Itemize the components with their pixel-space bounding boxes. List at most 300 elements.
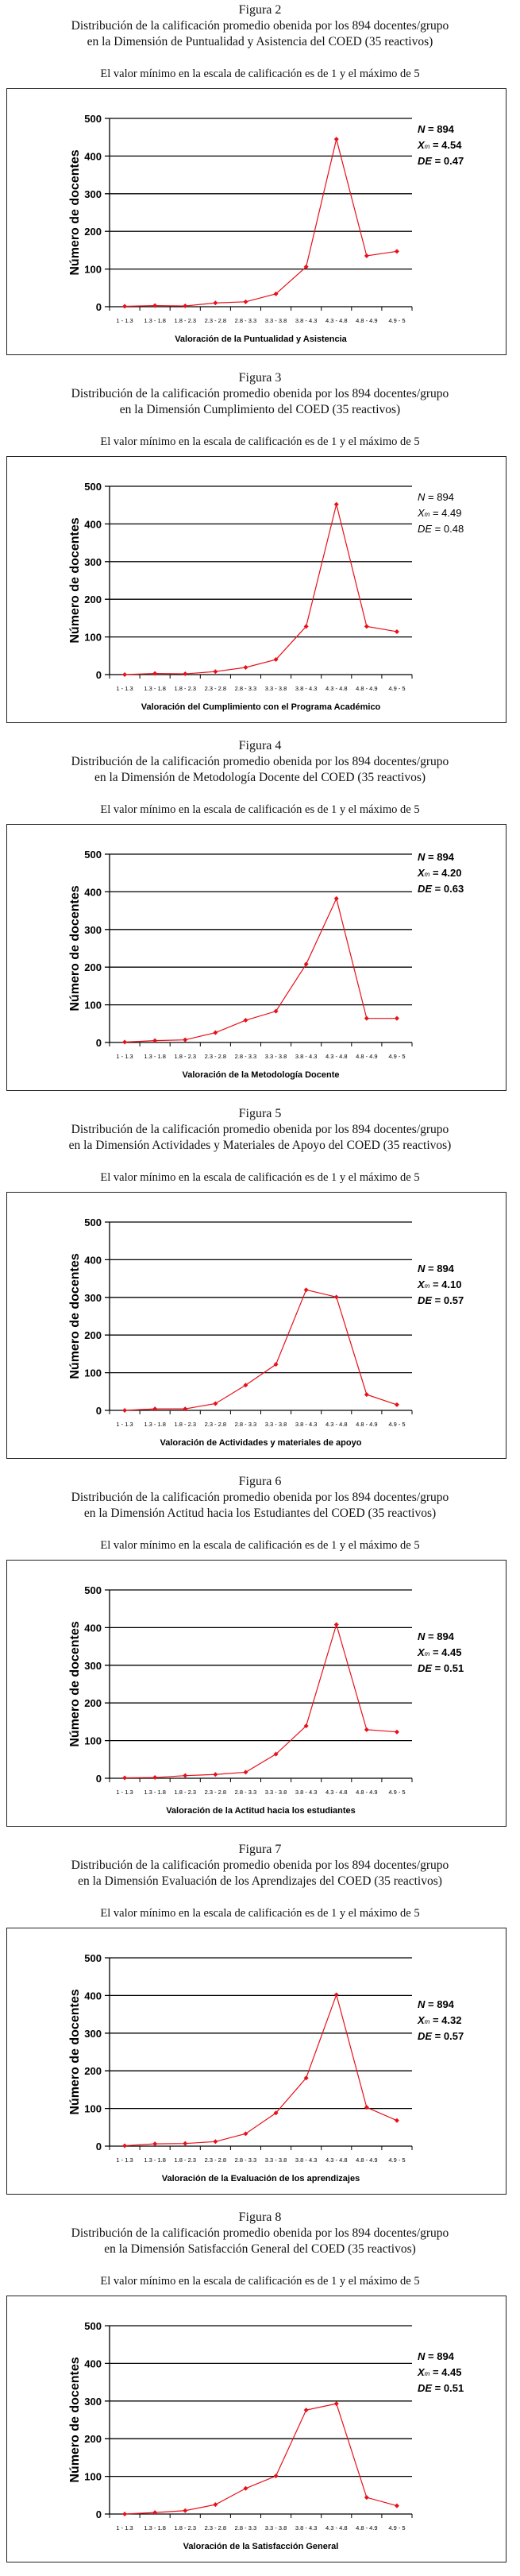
y-tick-label: 300 <box>84 188 102 200</box>
legend-mean-value: 4.49 <box>441 507 462 519</box>
x-tick-label: 2.3 - 2.8 <box>204 2156 227 2164</box>
data-point <box>334 502 339 507</box>
data-point <box>183 671 187 676</box>
legend-eq: = <box>429 1278 442 1290</box>
legend-eq: = <box>432 883 444 895</box>
x-tick-label: 4.9 - 5 <box>388 2524 406 2532</box>
stats-legend <box>417 491 464 535</box>
legend-n-value: 894 <box>437 123 454 135</box>
legend-eq: = <box>429 2014 442 2026</box>
figure-dimension: en la Dimensión de Puntualidad y Asistencia del COED (35 reactivos) <box>87 35 433 48</box>
figure-title: Distribución de la calificación promedio obenida por los 894 docentes/grupo <box>71 19 449 33</box>
y-axis-title: Número de docentes <box>68 1621 82 1747</box>
data-point <box>334 137 339 141</box>
legend-mean-label: X <box>418 2014 425 2026</box>
x-tick-label: 1.3 - 1.8 <box>144 2524 166 2532</box>
chart-frame <box>6 824 507 1091</box>
series-line <box>125 899 397 1042</box>
legend-n-label: N <box>418 1630 426 1642</box>
data-point <box>334 1623 339 1627</box>
legend-n-label: N <box>418 851 426 863</box>
x-tick-label: 4.8 - 4.9 <box>356 2156 378 2164</box>
legend-mean <box>417 139 462 151</box>
legend-sd-label: DE <box>418 155 433 167</box>
figure-title: Distribución de la calificación promedio obenida por los 894 docentes/grupo <box>71 2226 449 2240</box>
data-point <box>122 1776 127 1781</box>
x-tick-label: 3.8 - 4.3 <box>295 317 318 324</box>
figure-section <box>0 1104 520 1472</box>
legend-mean-sub: m <box>424 1650 430 1657</box>
series-line <box>125 505 397 675</box>
legend-mean-value: 4.32 <box>441 2014 462 2026</box>
y-tick-label: 0 <box>95 1037 102 1049</box>
x-tick-label: 2.8 - 3.3 <box>234 1053 257 1060</box>
x-tick-label: 2.3 - 2.8 <box>204 1421 227 1428</box>
data-point <box>304 961 309 966</box>
y-tick-label: 0 <box>95 669 102 681</box>
x-tick-label: 4.9 - 5 <box>388 685 406 692</box>
x-tick-label: 1 - 1.3 <box>116 685 133 692</box>
y-axis-title: Número de docentes <box>68 1989 82 2115</box>
legend-eq: = <box>432 155 444 167</box>
scale-note: El valor mínimo en la escala de calificación es de 1 y el máximo de 5 <box>100 803 420 816</box>
x-tick-label: 2.3 - 2.8 <box>204 2524 227 2532</box>
legend-sd <box>418 1662 464 1674</box>
line-chart <box>7 457 506 722</box>
chart-frame <box>6 456 507 723</box>
data-point <box>213 1031 218 1035</box>
series-line <box>125 1290 397 1410</box>
y-tick-label: 500 <box>84 2320 102 2332</box>
data-point <box>243 1018 248 1023</box>
legend-mean <box>417 507 461 519</box>
legend-mean-sub: m <box>424 1282 430 1290</box>
legend-eq: = <box>429 1646 442 1658</box>
legend-eq: = <box>432 1662 444 1674</box>
data-point <box>395 629 399 634</box>
x-axis-title: Valoración de la Metodología Docente <box>182 1070 340 1080</box>
x-tick-label: 4.3 - 4.8 <box>325 2524 348 2532</box>
figure-title: Distribución de la calificación promedio obenida por los 894 docentes/grupo <box>71 1859 449 1872</box>
legend-sd-label: DE <box>418 2030 433 2042</box>
series-line <box>125 139 397 306</box>
scale-note: El valor mínimo en la escala de calificación es de 1 y el máximo de 5 <box>100 2275 420 2288</box>
y-tick-label: 400 <box>84 150 102 163</box>
series-line <box>125 1994 397 2145</box>
y-tick-label: 200 <box>84 226 102 238</box>
y-axis-title: Número de docentes <box>68 885 82 1011</box>
legend-mean <box>417 2014 461 2026</box>
legend-sd-label: DE <box>418 2382 433 2394</box>
x-tick-label: 1.8 - 2.3 <box>174 1789 197 1796</box>
data-point <box>274 2474 279 2478</box>
x-tick-label: 1.3 - 1.8 <box>144 1053 166 1060</box>
y-tick-label: 0 <box>95 301 102 313</box>
y-tick-label: 500 <box>84 1584 102 1596</box>
data-point <box>395 1730 399 1735</box>
y-tick-label: 300 <box>84 1659 102 1672</box>
figure-dimension: en la Dimensión Actitud hacia los Estudiantes del COED (35 reactivos) <box>83 1507 437 1520</box>
data-point <box>152 304 157 308</box>
x-tick-label: 4.3 - 4.8 <box>325 1421 348 1428</box>
figure-title: Distribución de la calificación promedio obenida por los 894 docentes/grupo <box>71 1123 449 1136</box>
legend-sd-value: 0.47 <box>443 155 464 167</box>
figure-number: Figura 8 <box>238 2210 282 2224</box>
legend-sd-label: DE <box>418 1662 433 1674</box>
x-tick-label: 3.8 - 4.3 <box>295 2524 318 2532</box>
x-tick-label: 2.3 - 2.8 <box>204 317 227 324</box>
legend-mean-label: X <box>418 507 425 519</box>
data-point <box>183 2508 187 2513</box>
stats-legend <box>417 1263 464 1306</box>
x-axis-title: Valoración de Actividades y materiales de apoyo <box>160 1438 362 1448</box>
x-tick-label: 3.8 - 4.3 <box>295 2156 318 2164</box>
y-tick-label: 400 <box>84 1622 102 1634</box>
x-tick-label: 3.8 - 4.3 <box>295 685 318 692</box>
legend-sd-value: 0.57 <box>443 2030 464 2042</box>
figure-section <box>0 2207 520 2575</box>
data-point <box>364 253 369 258</box>
legend-sd-value: 0.57 <box>443 1294 464 1306</box>
data-point <box>122 304 127 309</box>
x-tick-label: 4.3 - 4.8 <box>325 1053 348 1060</box>
data-point <box>183 1773 187 1778</box>
chart-frame <box>6 1192 507 1459</box>
data-point <box>364 2495 369 2500</box>
x-tick-label: 1.8 - 2.3 <box>174 1421 197 1428</box>
y-tick-label: 200 <box>84 2433 102 2446</box>
legend-mean-sub: m <box>424 143 430 150</box>
legend-mean-sub: m <box>424 511 430 518</box>
legend-sd <box>418 883 464 895</box>
x-tick-label: 1.8 - 2.3 <box>174 2524 197 2532</box>
legend-mean-value: 4.54 <box>441 139 462 151</box>
figure-number: Figura 4 <box>238 739 282 752</box>
legend-eq: = <box>429 139 442 151</box>
legend-eq: = <box>432 2382 444 2394</box>
legend-sd-value: 0.63 <box>443 883 464 895</box>
x-tick-label: 1 - 1.3 <box>116 2524 133 2532</box>
legend-n <box>418 1263 455 1274</box>
data-point <box>364 1392 369 1397</box>
chart-frame <box>6 1560 507 1827</box>
x-tick-label: 4.9 - 5 <box>388 1421 406 1428</box>
y-tick-label: 400 <box>84 518 102 531</box>
x-tick-label: 3.3 - 3.8 <box>264 2156 287 2164</box>
data-point <box>334 2401 339 2406</box>
x-tick-label: 2.8 - 3.3 <box>234 2156 257 2164</box>
data-point <box>364 624 369 629</box>
x-tick-label: 4.8 - 4.9 <box>356 685 378 692</box>
legend-mean-sub: m <box>424 871 430 878</box>
x-tick-label: 4.3 - 4.8 <box>325 1789 348 1796</box>
scale-note: El valor mínimo en la escala de calificación es de 1 y el máximo de 5 <box>100 435 420 448</box>
line-chart <box>7 89 506 354</box>
figure-dimension: en la Dimensión Cumplimiento del COED (35 reactivos) <box>119 403 401 416</box>
figure-number: Figura 7 <box>238 1843 282 1856</box>
data-point <box>274 1009 279 1014</box>
data-point <box>152 671 157 676</box>
y-tick-label: 0 <box>95 1773 102 1785</box>
x-tick-label: 4.3 - 4.8 <box>325 685 348 692</box>
y-tick-label: 0 <box>95 1405 102 1417</box>
legend-eq: = <box>425 123 437 135</box>
y-tick-label: 100 <box>84 631 102 644</box>
x-tick-label: 2.3 - 2.8 <box>204 1053 227 1060</box>
x-tick-label: 1 - 1.3 <box>116 2156 133 2164</box>
legend-n-label: N <box>418 1263 426 1274</box>
legend-eq: = <box>432 1294 444 1306</box>
legend-n-label: N <box>418 2350 426 2362</box>
legend-eq: = <box>425 491 437 503</box>
data-point <box>213 300 218 305</box>
data-point <box>364 1016 369 1021</box>
x-tick-label: 3.8 - 4.3 <box>295 1789 318 1796</box>
stats-legend <box>417 2350 464 2394</box>
legend-sd-value: 0.48 <box>443 523 464 535</box>
x-tick-label: 4.8 - 4.9 <box>356 1789 378 1796</box>
x-tick-label: 3.3 - 3.8 <box>264 317 287 324</box>
figure-number: Figura 6 <box>238 1475 282 1488</box>
legend-sd <box>418 2030 464 2042</box>
legend-n-label: N <box>418 491 426 503</box>
legend-mean-value: 4.45 <box>441 2366 462 2378</box>
x-tick-label: 3.3 - 3.8 <box>264 685 287 692</box>
y-tick-label: 0 <box>95 2508 102 2520</box>
y-axis-title: Número de docentes <box>68 149 82 276</box>
x-axis-title: Valoración de la Evaluación de los aprendizajes <box>161 2174 360 2183</box>
data-point <box>183 2141 187 2146</box>
y-tick-label: 500 <box>84 1216 102 1228</box>
data-point <box>213 669 218 674</box>
data-point <box>395 1016 399 1021</box>
legend-n <box>418 2350 455 2362</box>
figure-section <box>0 736 520 1104</box>
data-point <box>213 2502 218 2507</box>
stats-legend <box>417 1998 464 2042</box>
data-point <box>243 2486 248 2491</box>
x-tick-label: 1.3 - 1.8 <box>144 317 166 324</box>
x-tick-label: 3.3 - 3.8 <box>264 2524 287 2532</box>
y-tick-label: 0 <box>95 2141 102 2152</box>
legend-eq: = <box>432 523 444 535</box>
legend-eq: = <box>425 2350 437 2362</box>
x-tick-label: 4.9 - 5 <box>388 1789 406 1796</box>
x-tick-label: 1.3 - 1.8 <box>144 685 166 692</box>
legend-sd <box>418 1294 464 1306</box>
figure-number: Figura 2 <box>238 3 282 17</box>
x-tick-label: 1 - 1.3 <box>116 1789 133 1796</box>
chart-frame <box>6 1928 507 2195</box>
y-tick-label: 200 <box>84 1697 102 1710</box>
scale-note: El valor mínimo en la escala de calificación es de 1 y el máximo de 5 <box>100 1907 420 1920</box>
y-tick-label: 300 <box>84 555 102 568</box>
x-tick-label: 4.9 - 5 <box>388 1053 406 1060</box>
legend-n <box>418 1998 455 2010</box>
y-tick-label: 300 <box>84 2395 102 2408</box>
legend-mean <box>417 867 461 879</box>
figure-section <box>0 1839 520 2207</box>
data-point <box>152 2141 157 2146</box>
y-tick-label: 300 <box>84 1291 102 1304</box>
y-tick-label: 400 <box>84 1254 102 1267</box>
y-tick-label: 200 <box>84 2065 102 2078</box>
legend-mean-sub: m <box>424 2018 430 2025</box>
y-axis-title: Número de docentes <box>68 517 82 644</box>
x-tick-label: 1.3 - 1.8 <box>144 1421 166 1428</box>
y-tick-label: 400 <box>84 1990 102 2002</box>
data-point <box>152 1775 157 1780</box>
legend-sd <box>418 2382 464 2394</box>
figure-number: Figura 5 <box>238 1107 282 1120</box>
x-tick-label: 2.8 - 3.3 <box>234 1421 257 1428</box>
x-tick-label: 1 - 1.3 <box>116 317 133 324</box>
x-tick-label: 1.8 - 2.3 <box>174 2156 197 2164</box>
x-tick-label: 1.8 - 2.3 <box>174 317 197 324</box>
y-tick-label: 500 <box>84 849 102 861</box>
x-tick-label: 3.3 - 3.8 <box>264 1053 287 1060</box>
figure-dimension: en la Dimensión Actividades y Materiales de Apoyo del COED (35 reactivos) <box>68 1139 452 1152</box>
legend-sd <box>418 523 464 535</box>
legend-mean-label: X <box>418 139 425 151</box>
figure-dimension: en la Dimensión Satisfacción General del COED (35 reactivos) <box>104 2242 416 2256</box>
y-tick-label: 100 <box>84 2470 102 2483</box>
figure-dimension: en la Dimensión Evaluación de los Aprendizajes del COED (35 reactivos) <box>78 1874 442 1888</box>
data-point <box>183 304 187 308</box>
x-tick-label: 2.8 - 3.3 <box>234 685 257 692</box>
legend-n-value: 894 <box>437 2350 454 2362</box>
legend-n-value: 894 <box>437 1998 454 2010</box>
legend-n-value: 894 <box>437 491 454 503</box>
line-chart <box>7 1561 506 1826</box>
legend-sd <box>418 155 464 167</box>
figure-title: Distribución de la calificación promedio obenida por los 894 docentes/grupo <box>71 755 449 768</box>
legend-mean-label: X <box>418 1646 425 1658</box>
line-chart <box>7 825 506 1090</box>
legend-n <box>418 491 454 503</box>
legend-sd-value: 0.51 <box>443 2382 464 2394</box>
legend-n <box>418 1630 455 1642</box>
chart-frame <box>6 88 507 355</box>
legend-mean-label: X <box>418 2366 425 2378</box>
y-tick-label: 100 <box>84 999 102 1011</box>
data-point <box>364 1727 369 1732</box>
series-line <box>125 1625 397 1778</box>
data-point <box>334 1294 339 1299</box>
y-tick-label: 200 <box>84 961 102 974</box>
legend-mean-value: 4.45 <box>441 1646 462 1658</box>
legend-sd-label: DE <box>418 523 433 535</box>
data-point <box>122 1040 127 1045</box>
x-tick-label: 4.3 - 4.8 <box>325 317 348 324</box>
x-tick-label: 4.8 - 4.9 <box>356 1421 378 1428</box>
legend-mean-sub: m <box>424 2370 430 2377</box>
data-point <box>122 672 127 677</box>
x-tick-label: 1.8 - 2.3 <box>174 1053 197 1060</box>
x-tick-label: 4.8 - 4.9 <box>356 317 378 324</box>
y-tick-label: 500 <box>84 113 102 125</box>
legend-mean-label: X <box>418 1278 425 1290</box>
legend-n-label: N <box>418 1998 426 2010</box>
legend-mean-label: X <box>418 867 425 879</box>
legend-eq: = <box>429 867 442 879</box>
x-tick-label: 1.8 - 2.3 <box>174 685 197 692</box>
legend-sd-value: 0.51 <box>443 1662 464 1674</box>
y-tick-label: 100 <box>84 1367 102 1379</box>
y-tick-label: 400 <box>84 886 102 899</box>
figure-title: Distribución de la calificación promedio obenida por los 894 docentes/grupo <box>71 387 449 400</box>
x-tick-label: 3.8 - 4.3 <box>295 1421 318 1428</box>
data-point <box>122 2144 127 2149</box>
figure-dimension: en la Dimensión de Metodología Docente del COED (35 reactivos) <box>94 771 426 784</box>
x-tick-label: 3.8 - 4.3 <box>295 1053 318 1060</box>
x-tick-label: 3.3 - 3.8 <box>264 1421 287 1428</box>
legend-eq: = <box>425 1630 437 1642</box>
scale-note: El valor mínimo en la escala de calificación es de 1 y el máximo de 5 <box>100 68 420 80</box>
line-chart <box>7 1928 506 2194</box>
data-point <box>213 1772 218 1777</box>
x-axis-title: Valoración de la Satisfacción General <box>183 2542 339 2551</box>
y-tick-label: 300 <box>84 2027 102 2040</box>
x-tick-label: 2.8 - 3.3 <box>234 1789 257 1796</box>
x-axis-title: Valoración de la Puntualidad y Asistencia <box>175 335 347 344</box>
data-point <box>334 1992 339 1997</box>
data-point <box>304 2408 309 2412</box>
x-axis-title: Valoración del Cumplimiento con el Programa Académico <box>141 702 381 712</box>
legend-mean <box>417 1646 461 1658</box>
legend-mean-value: 4.10 <box>441 1278 462 1290</box>
legend-n <box>418 123 455 135</box>
scale-note: El valor mínimo en la escala de calificación es de 1 y el máximo de 5 <box>100 1539 420 1552</box>
data-point <box>395 1402 399 1407</box>
y-tick-label: 300 <box>84 923 102 936</box>
legend-eq: = <box>429 507 442 519</box>
x-tick-label: 3.3 - 3.8 <box>264 1789 287 1796</box>
data-point <box>243 300 248 304</box>
data-point <box>213 2139 218 2144</box>
y-tick-label: 200 <box>84 1329 102 1342</box>
legend-mean <box>417 1278 461 1290</box>
series-line <box>125 2404 397 2514</box>
y-tick-label: 200 <box>84 594 102 606</box>
legend-eq: = <box>425 1998 437 2010</box>
chart-frame <box>6 2296 507 2562</box>
data-point <box>395 249 399 253</box>
legend-sd-label: DE <box>418 1294 433 1306</box>
y-axis-title: Número de docentes <box>68 2357 82 2483</box>
legend-mean-value: 4.20 <box>441 867 462 879</box>
y-axis-title: Número de docentes <box>68 1253 82 1379</box>
x-tick-label: 4.9 - 5 <box>388 317 406 324</box>
figure-section <box>0 1472 520 1839</box>
y-tick-label: 100 <box>84 2102 102 2115</box>
legend-eq: = <box>429 2366 442 2378</box>
data-point <box>122 1408 127 1413</box>
x-tick-label: 1 - 1.3 <box>116 1053 133 1060</box>
x-tick-label: 2.3 - 2.8 <box>204 1789 227 1796</box>
x-tick-label: 4.3 - 4.8 <box>325 2156 348 2164</box>
data-point <box>334 896 339 901</box>
legend-n-value: 894 <box>437 1630 454 1642</box>
figure-number: Figura 3 <box>238 371 282 385</box>
y-tick-label: 100 <box>84 1735 102 1747</box>
data-point <box>364 2105 369 2110</box>
data-point <box>243 665 248 670</box>
scale-note: El valor mínimo en la escala de calificación es de 1 y el máximo de 5 <box>100 1171 420 1184</box>
figure-section <box>0 368 520 736</box>
stats-legend <box>417 1630 464 1674</box>
legend-n-value: 894 <box>437 851 454 863</box>
